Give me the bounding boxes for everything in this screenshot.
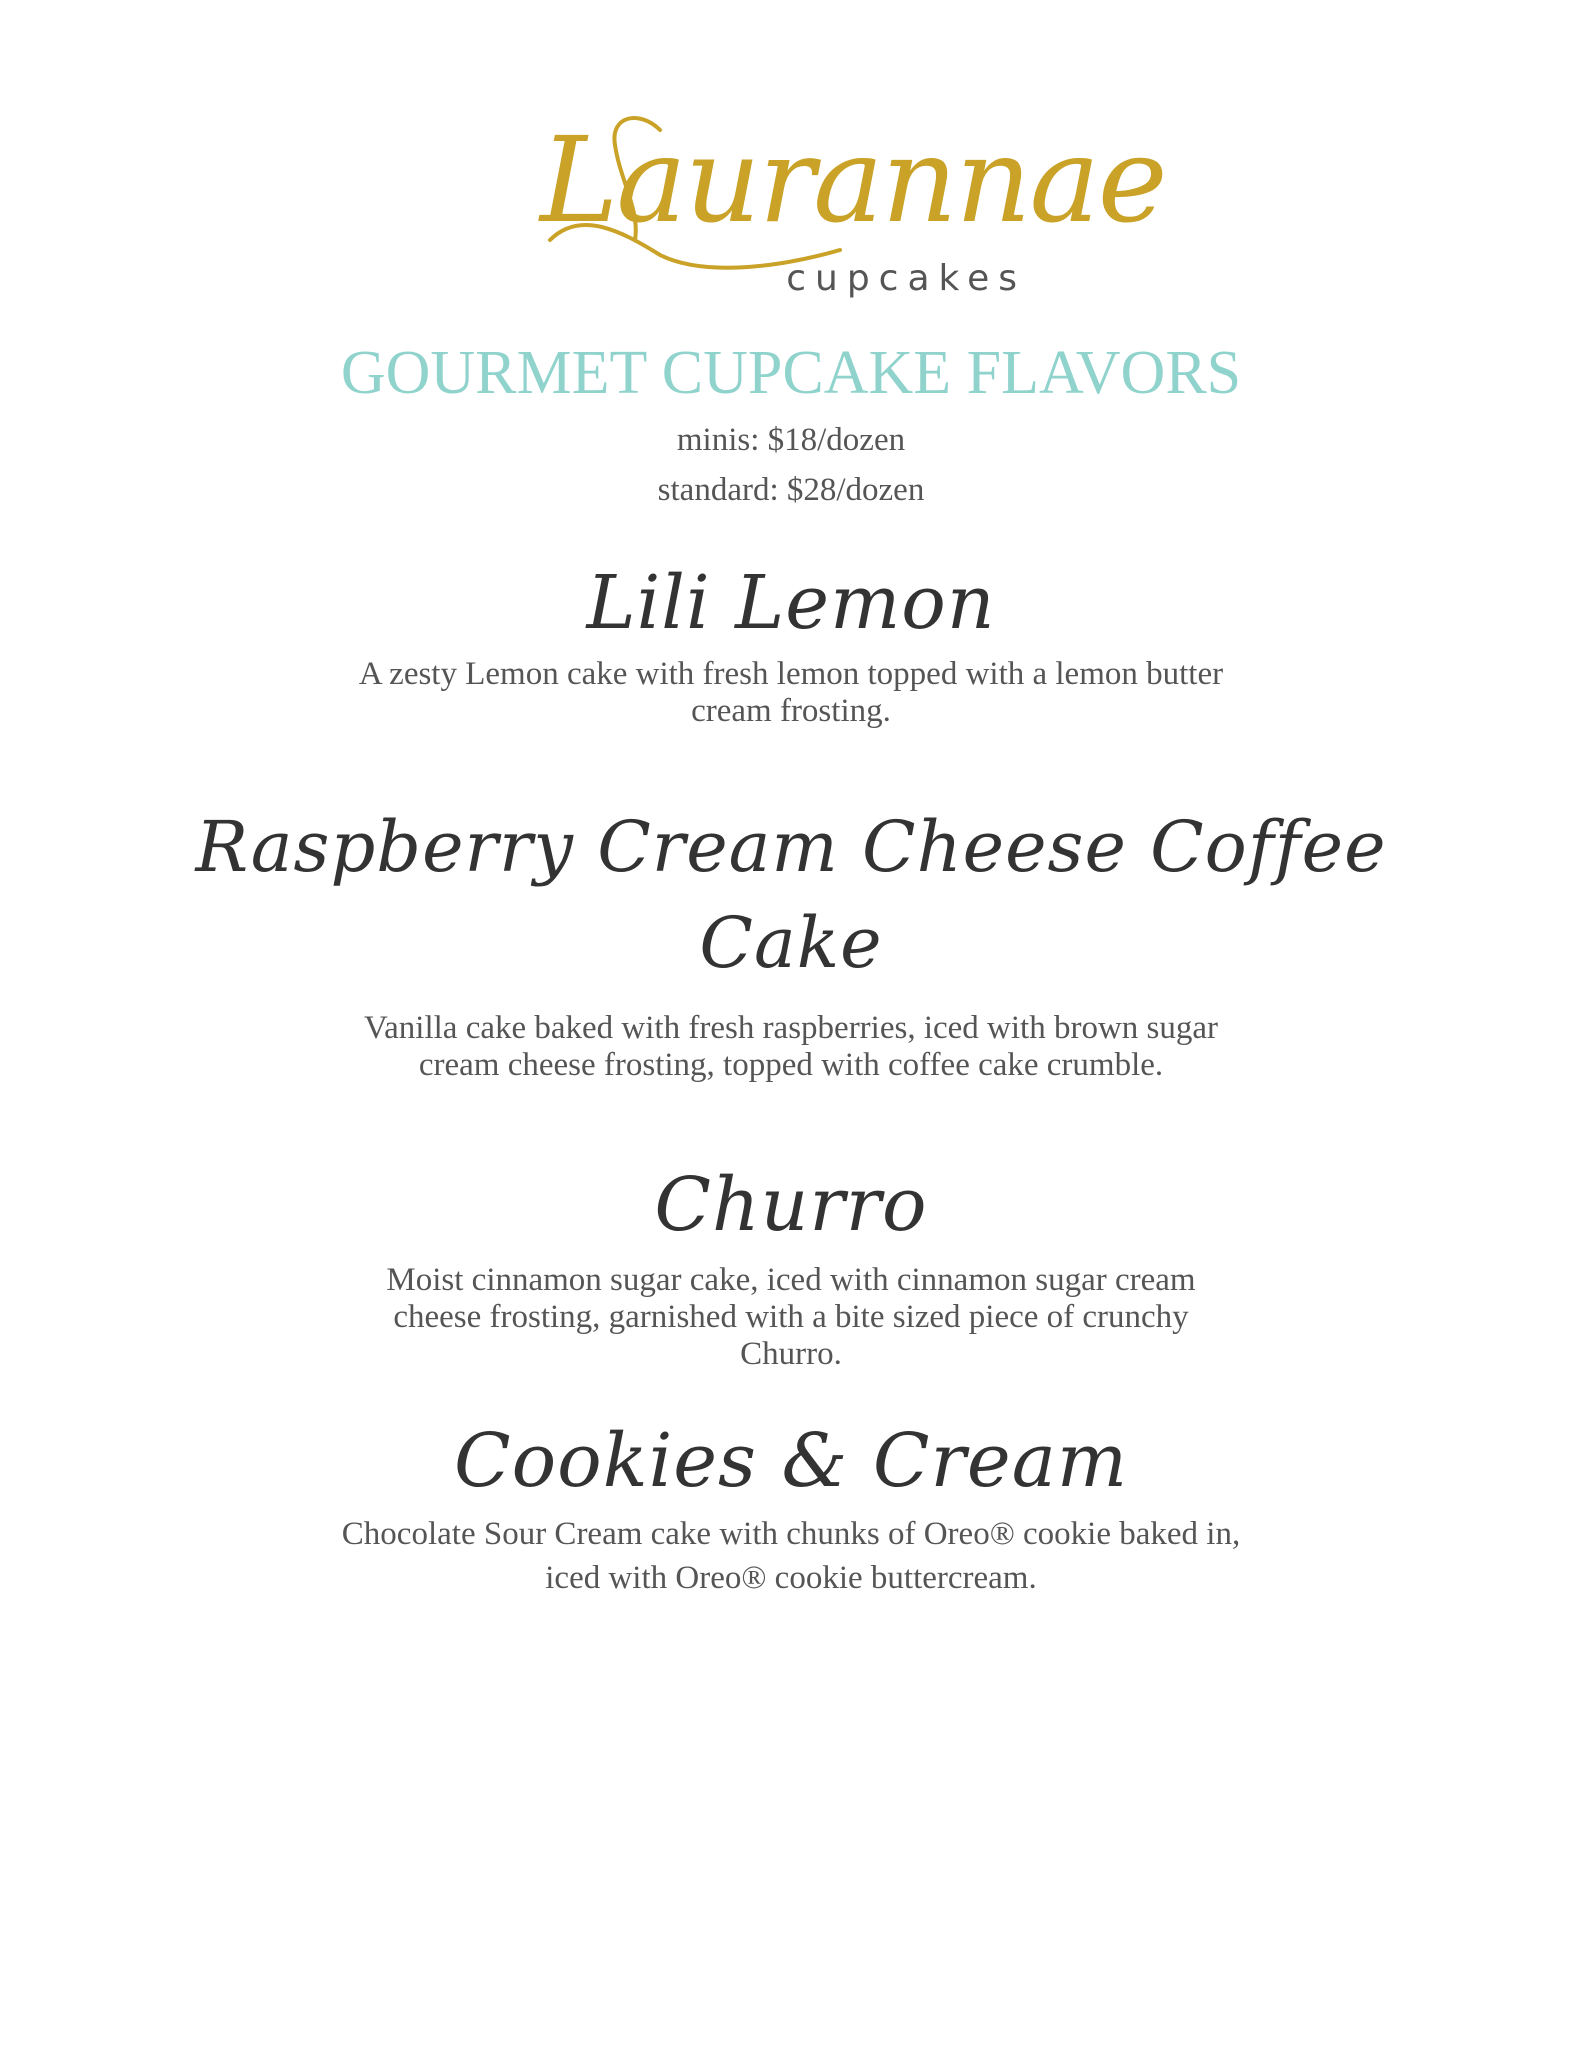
brand-name: Laurannae xyxy=(540,111,1166,249)
price-standard: standard: $28/dozen xyxy=(657,472,925,508)
flavor-name-raspberry-line1: Raspberry Cream Cheese Coffee xyxy=(195,806,1387,888)
brand-tagline: cupcakes xyxy=(786,258,1026,299)
flavor-name-cookies-cream: Cookies & Cream xyxy=(454,1418,1128,1504)
flavor-desc-churro: Moist cinnamon sugar cake, iced with cinnamon sugar cream cheese frosting, garnished with a bite sized piece of crunchy Churro. xyxy=(386,1262,1196,1372)
flavor-name-raspberry-line2: Cake xyxy=(699,902,883,984)
price-minis: minis: $18/dozen xyxy=(676,422,906,458)
brand-logo xyxy=(540,90,1166,310)
flavor-desc-raspberry: Vanilla cake baked with fresh raspberries, iced with brown sugar cream cheese frosting, topped with coffee cake crumble. xyxy=(363,1010,1219,1083)
flavor-name-lili-lemon: Lili Lemon xyxy=(586,560,996,646)
flavor-name-churro: Churro xyxy=(654,1162,928,1248)
flavor-desc-cookies-cream: Chocolate Sour Cream cake with chunks of Oreo® cookie baked in, iced with Oreo® cookie buttercream. xyxy=(341,1516,1241,1596)
flavor-desc-lili-lemon: A zesty Lemon cake with fresh lemon topped with a lemon butter cream frosting. xyxy=(358,656,1224,729)
page-title: GOURMET CUPCAKE FLAVORS xyxy=(340,339,1242,407)
